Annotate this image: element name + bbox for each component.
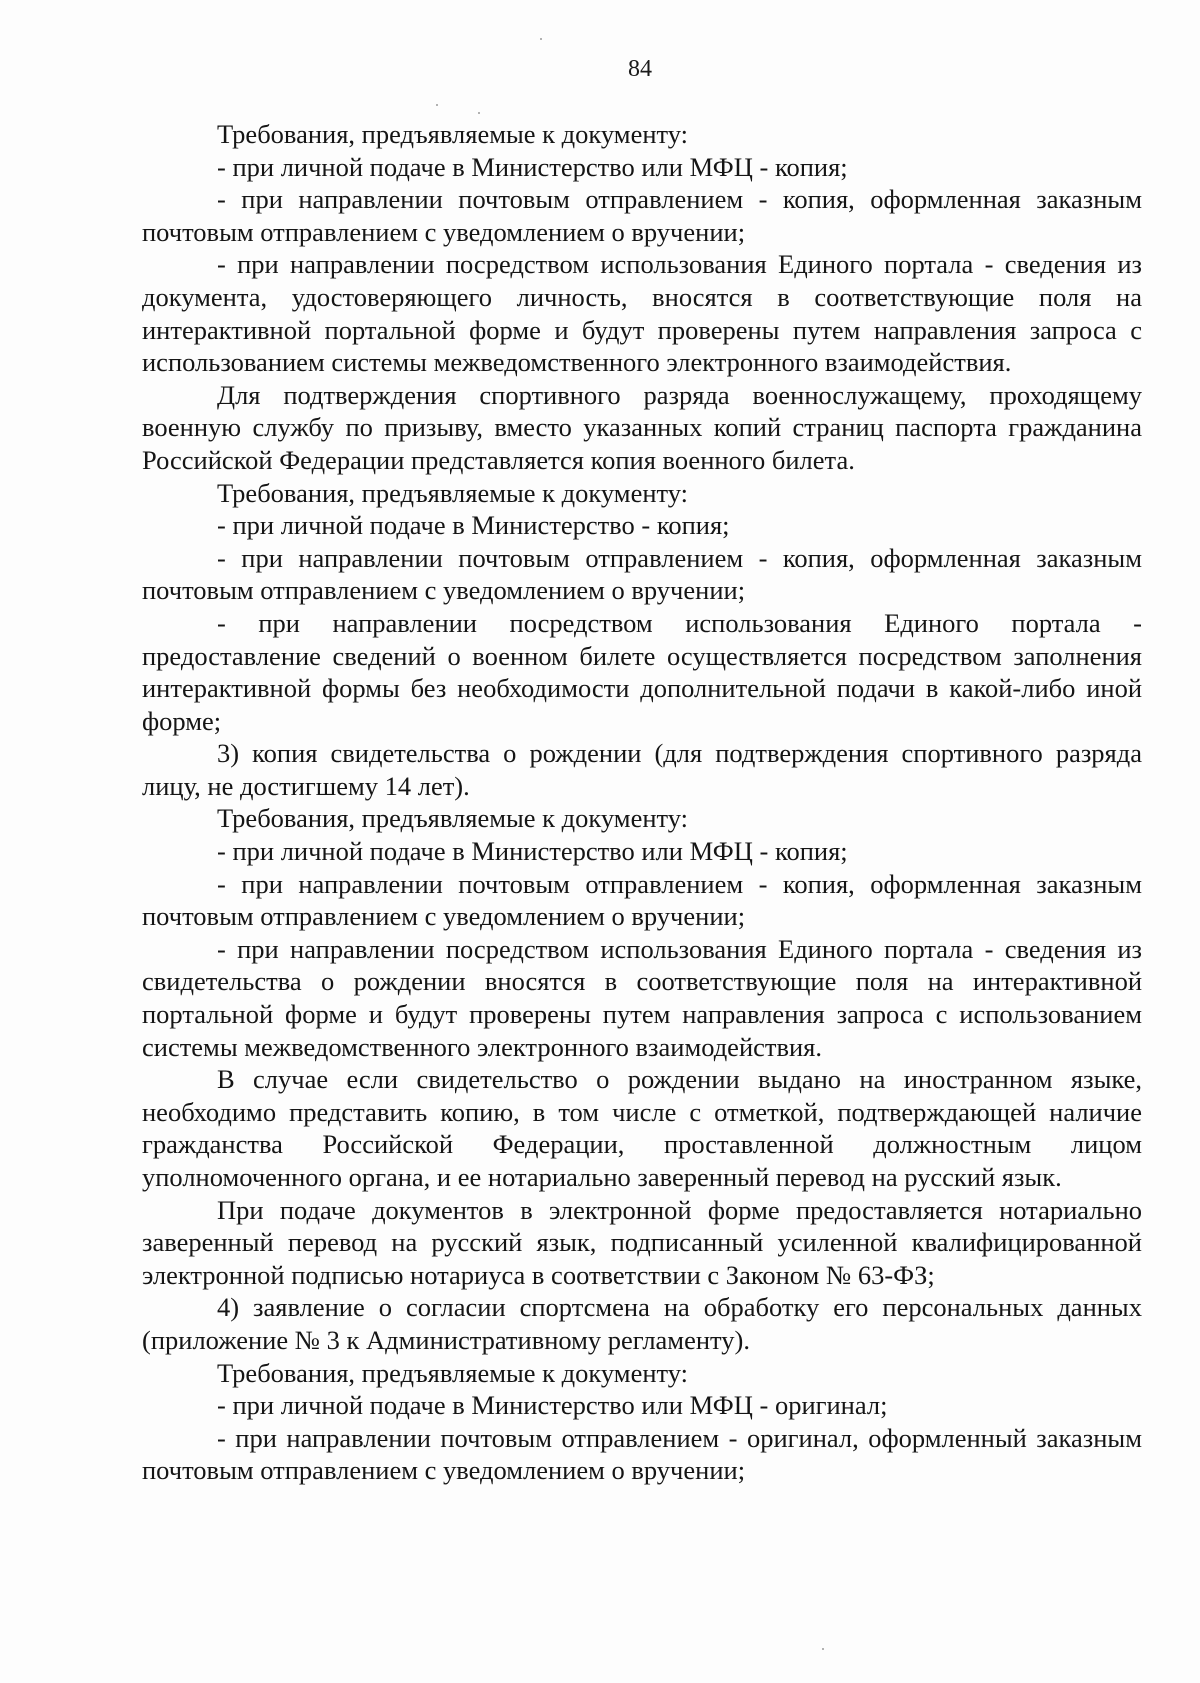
paragraph: 4) заявление о согласии спортсмена на обработку его персональных данных (приложение № 3 к Административному регламенту). — [142, 1292, 1142, 1355]
paragraph: - при направлении почтовым отправлением - копия, оформленная заказным почтовым отправлением с уведомлением о вручении; — [142, 542, 1142, 606]
paragraph: Для подтверждения спортивного разряда военнослужащему, проходящему военную службу по призыву, вместо указанных копий страниц паспорта гражданина Российской Федерации представляется копия военного билета. — [142, 379, 1142, 475]
paragraph: - при личной подаче в Министерство или МФЦ - оригинал; — [217, 1390, 888, 1421]
scan-speck — [436, 104, 438, 106]
scan-speck — [478, 112, 480, 114]
paragraph: 3) копия свидетельства о рождении (для подтверждения спортивного разряда лицу, не достигшему 14 лет). — [142, 738, 1142, 801]
scan-speck — [822, 1648, 824, 1650]
paragraph: Требования, предъявляемые к документу: — [217, 119, 689, 149]
scan-speck — [540, 38, 542, 40]
paragraph: - при личной подаче в Министерство или МФЦ - копия; — [217, 151, 848, 182]
paragraph: В случае если свидетельство о рождении выдано на иностранном языке, необходимо представить копию, в том числе с отметкой, подтверждающей наличие гражданства Российской Федерации, проставленной должностным лицом уполномоченного органа, и ее нотариально заверенный перевод на русский язык. — [142, 1064, 1142, 1192]
paragraph: - при направлении почтовым отправлением - оригинал, оформленный заказным почтовым отправлением с уведомлением о вручении; — [142, 1422, 1142, 1486]
paragraph: - при направлении посредством использования Единого портала - сведения из документа, удостоверяющего личность, вносятся в соответствующие поля на интерактивной портальной форме и будут проверены путем направления запроса с использованием системы межведомственного электронного взаимодействия. — [142, 249, 1142, 378]
paragraph: При подаче документов в электронной форме предоставляется нотариально заверенный перевод на русский язык, подписанный усиленной квалифицированной электронной подписью нотариуса в соответствии с Законом № 63-ФЗ; — [142, 1194, 1142, 1290]
paragraph: - при направлении посредством использования Единого портала - предоставление сведений о военном билете осуществляется посредством заполнения интерактивной формы без необходимости дополнительной подачи в какой-либо иной форме; — [142, 607, 1142, 736]
paragraph: Требования, предъявляемые к документу: — [217, 477, 689, 508]
document-body — [142, 118, 1142, 1487]
paragraph: - при направлении почтовым отправлением - копия, оформленная заказным почтовым отправлением с уведомлением о вручении; — [142, 184, 1142, 247]
paragraph: Требования, предъявляемые к документу: — [217, 803, 689, 834]
paragraph: - при личной подаче в Министерство - копия; — [217, 510, 730, 541]
page-number: 84 — [628, 56, 652, 82]
paragraph: - при направлении посредством использования Единого портала - сведения из свидетельства о рождении вносятся в соответствующие поля на интерактивной портальной форме и будут проверены путем направления запроса с использованием системы межведомственного электронного взаимодействия. — [142, 933, 1142, 1062]
paragraph: - при направлении почтовым отправлением - копия, оформленная заказным почтовым отправлением с уведомлением о вручении; — [142, 868, 1142, 932]
paragraph: - при личной подаче в Министерство или МФЦ - копия; — [217, 836, 848, 867]
paragraph: Требования, предъявляемые к документу: — [217, 1357, 689, 1388]
